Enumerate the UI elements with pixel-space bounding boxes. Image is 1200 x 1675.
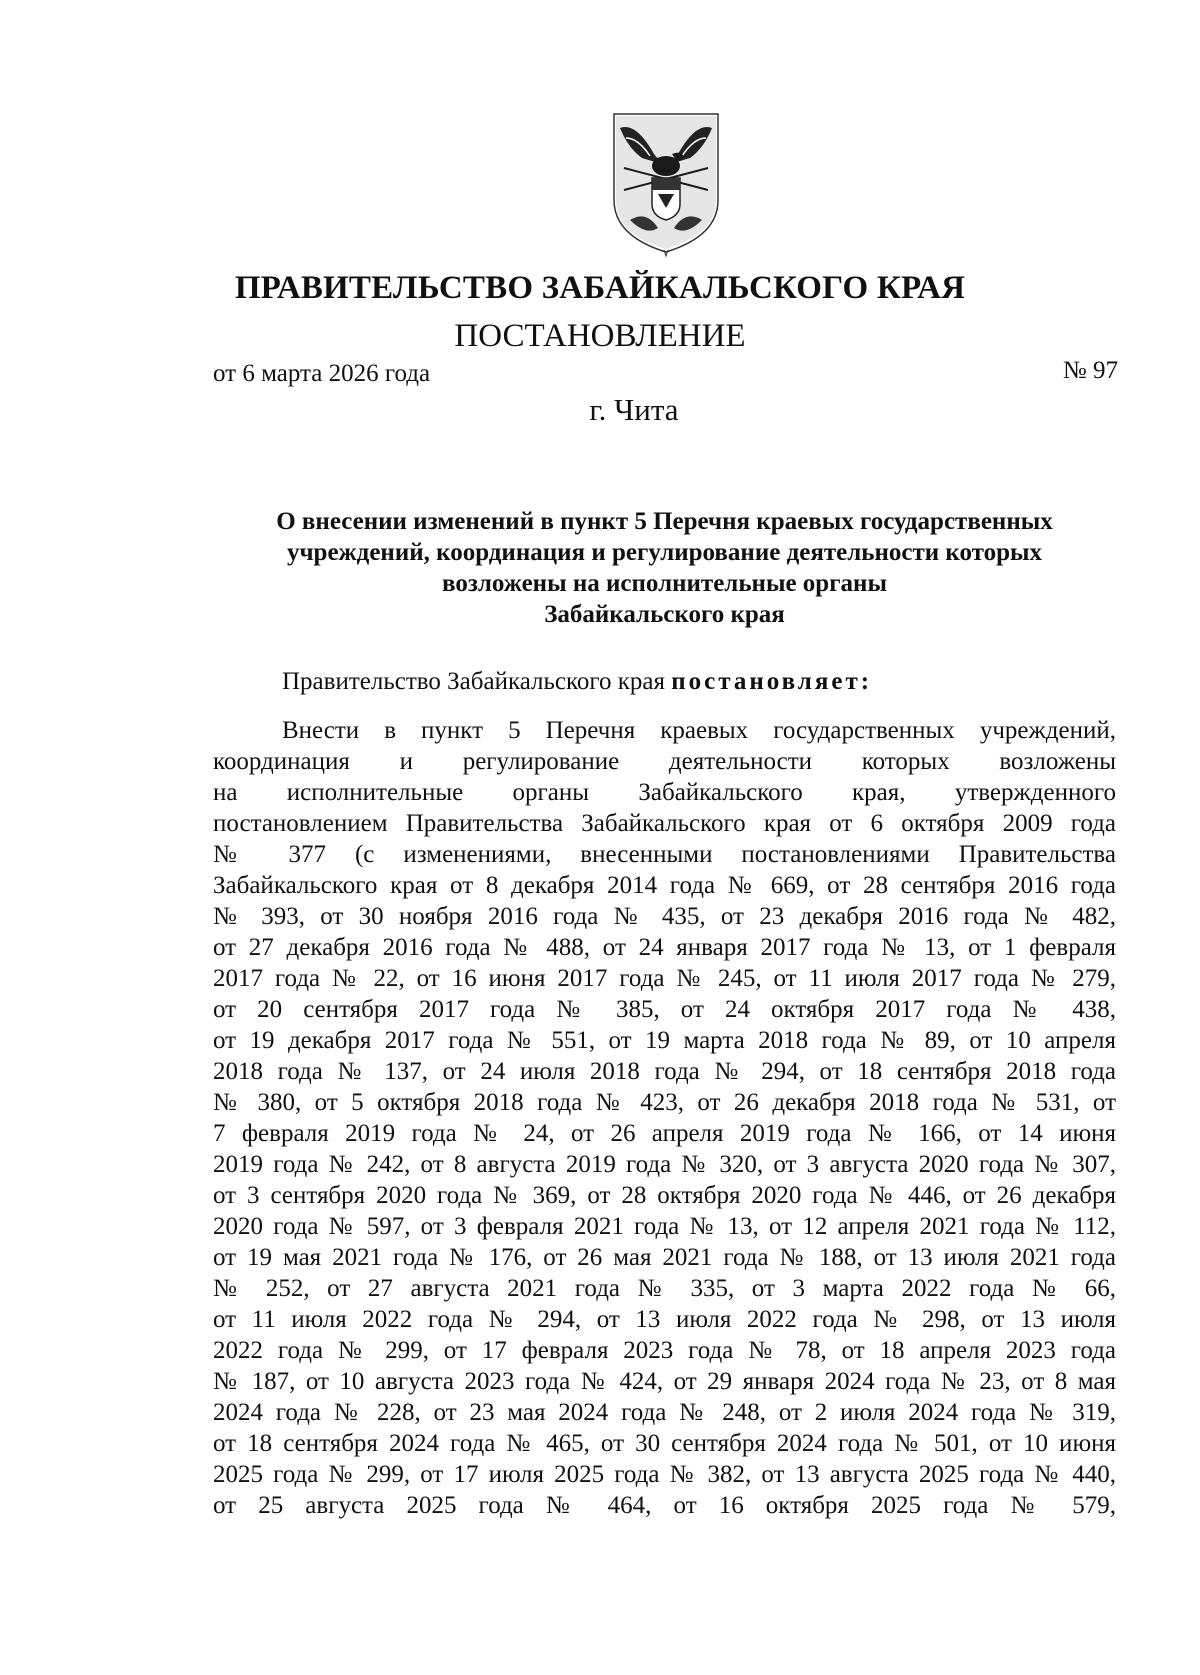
body-line: на исполнительные органы Забайкальского края, утвержденного [213, 779, 1116, 806]
body-line: Забайкальского края от 8 декабря 2014 года № 669, от 28 сентября 2016 года [213, 872, 1116, 899]
body-line: 2022 года № 299, от 17 февраля 2023 года № 78, от 18 апреля 2023 года [213, 1337, 1116, 1364]
body-line: 2018 года № 137, от 24 июля 2018 года № 294, от 18 сентября 2018 года [213, 1058, 1116, 1085]
body-paragraph [213, 715, 1116, 1521]
body-line: от 27 декабря 2016 года № 488, от 24 января 2017 года № 13, от 1 февраля [213, 934, 1116, 961]
body-line: 2024 года № 228, от 23 мая 2024 года № 248, от 2 июля 2024 года № 319, [213, 1399, 1116, 1426]
decree-statement [282, 668, 872, 696]
body-line: от 25 августа 2025 года № 464, от 16 октября 2025 года № 579, [213, 1492, 1116, 1519]
government-title: ПРАВИТЕЛЬСТВО ЗАБАЙКАЛЬСКОГО КРАЯ [234, 270, 966, 306]
heading-line: учреждений, координация и регулирование деятельности которых [286, 539, 1043, 566]
coat-of-arms-icon [606, 108, 726, 258]
body-line: от 19 мая 2021 года № 176, от 26 мая 2021 года № 188, от 13 июля 2021 года [213, 1244, 1116, 1271]
document-type: ПОСТАНОВЛЕНИЕ [454, 318, 746, 354]
body-line: 7 февраля 2019 года № 24, от 26 апреля 2019 года № 166, от 14 июня [213, 1120, 1116, 1147]
body-line: № 377 (с изменениями, внесенными постановлениями Правительства [213, 841, 1116, 868]
body-line: 2019 года № 242, от 8 августа 2019 года № 320, от 3 августа 2020 года № 307, [213, 1151, 1116, 1178]
body-line: Внести в пункт 5 Перечня краевых государственных учреждений, [282, 717, 1116, 744]
document-date: от 6 марта 2026 года [213, 360, 431, 387]
body-line: 2020 года № 597, от 3 февраля 2021 года № 13, от 12 апреля 2021 года № 112, [213, 1213, 1116, 1240]
body-line: координация и регулирование деятельности которых возложены [213, 748, 1116, 775]
document-city: г. Чита [589, 392, 679, 427]
body-line: № 187, от 10 августа 2023 года № 424, от 29 января 2024 года № 23, от 8 мая [213, 1368, 1116, 1395]
decree-verb: постановляет: [671, 668, 873, 695]
body-line: 2025 года № 299, от 17 июля 2025 года № 382, от 13 августа 2025 года № 440, [213, 1461, 1116, 1488]
body-line: от 3 сентября 2020 года № 369, от 28 октября 2020 года № 446, от 26 декабря [213, 1182, 1116, 1209]
document-number: № 97 [1062, 357, 1118, 384]
body-line: от 11 июля 2022 года № 294, от 13 июля 2022 года № 298, от 13 июля [213, 1306, 1116, 1333]
body-line: № 393, от 30 ноября 2016 года № 435, от 23 декабря 2016 года № 482, [213, 903, 1116, 930]
decree-prefix: Правительство Забайкальского края [282, 668, 672, 695]
document-heading [213, 506, 1116, 630]
heading-line: О внесении изменений в пункт 5 Перечня краевых государственных [276, 508, 1053, 535]
heading-line: Забайкальского края [544, 601, 785, 628]
body-line: от 19 декабря 2017 года № 551, от 19 марта 2018 года № 89, от 10 апреля [213, 1027, 1116, 1054]
heading-line: возложены на исполнительные органы [442, 570, 887, 597]
body-line: от 20 сентября 2017 года № 385, от 24 октября 2017 года № 438, [213, 996, 1116, 1023]
body-line: от 18 сентября 2024 года № 465, от 30 сентября 2024 года № 501, от 10 июня [213, 1430, 1116, 1457]
body-line: постановлением Правительства Забайкальского края от 6 октября 2009 года [213, 810, 1116, 837]
body-line: 2017 года № 22, от 16 июня 2017 года № 245, от 11 июля 2017 года № 279, [213, 965, 1116, 992]
body-line: № 252, от 27 августа 2021 года № 335, от 3 марта 2022 года № 66, [213, 1275, 1116, 1302]
body-line: № 380, от 5 октября 2018 года № 423, от 26 декабря 2018 года № 531, от [213, 1089, 1116, 1116]
